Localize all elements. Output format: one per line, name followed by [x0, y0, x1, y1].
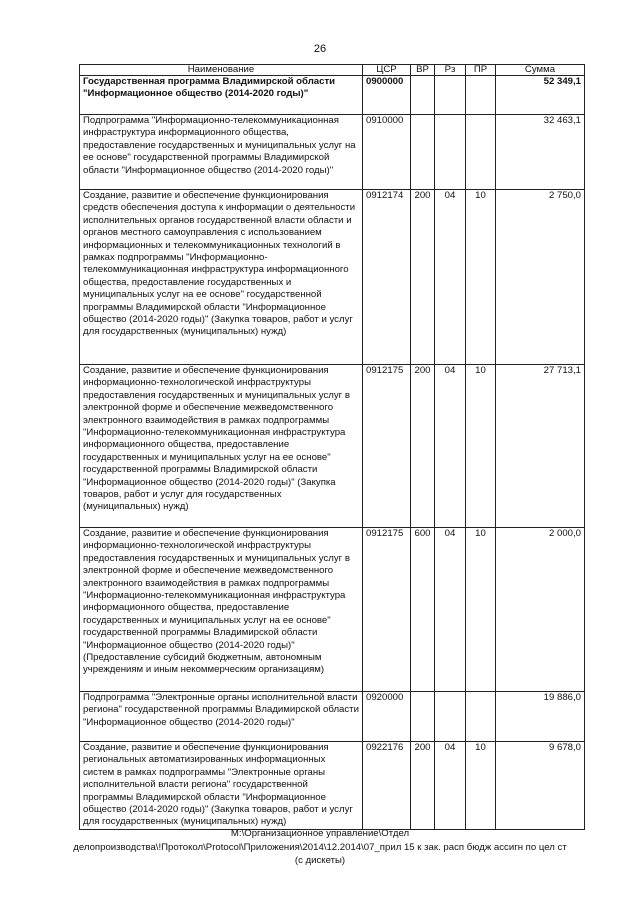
- row-vr: [411, 115, 435, 190]
- row-csr: 0912174: [363, 190, 411, 365]
- row-csr: 0900000: [363, 76, 411, 115]
- row-rz: [435, 692, 466, 742]
- table-row: [80, 528, 585, 692]
- footer-path-line-3: (с дискеты): [294, 855, 346, 866]
- row-pr: [466, 76, 496, 115]
- table-row: [80, 692, 585, 742]
- row-rz: 04: [435, 528, 466, 692]
- header-name: Наименование: [80, 65, 363, 76]
- header-vr: ВР: [411, 65, 435, 76]
- row-vr: [411, 76, 435, 115]
- row-vr: [411, 692, 435, 742]
- page-number: 26: [313, 43, 327, 55]
- budget-table: [79, 64, 585, 830]
- table-row: [80, 365, 585, 528]
- row-csr: 0920000: [363, 692, 411, 742]
- row-pr: 10: [466, 528, 496, 692]
- table-row: [80, 190, 585, 365]
- row-vr: 200: [411, 190, 435, 365]
- row-sum: 52 349,1: [496, 76, 585, 115]
- table-row: [80, 742, 585, 830]
- row-pr: [466, 692, 496, 742]
- row-csr: 0910000: [363, 115, 411, 190]
- table-header-row: [80, 65, 585, 76]
- row-rz: [435, 115, 466, 190]
- row-pr: [466, 115, 496, 190]
- row-rz: 04: [435, 190, 466, 365]
- footer-path-line-2: делопроизводства\!Протокол\Protocol\Приложения\2014\12.2014\07_прил 15 к зак. расп бюдж ассигн по цел ст: [73, 842, 567, 853]
- header-pr: ПР: [466, 65, 496, 76]
- row-sum: 9 678,0: [496, 742, 585, 830]
- row-rz: [435, 76, 466, 115]
- row-csr: 0922176: [363, 742, 411, 830]
- row-vr: 200: [411, 365, 435, 528]
- row-name: Создание, развитие и обеспечение функционирования средств обеспечения доступа к информации о деятельности исполнительных органов государственной власти области и органов местного самоуправления с использованием информационных и телекоммуникационных технологий в рамках подпрограммы "Информационно-телекоммуникационная инфраструктура информационного общества, предоставление государственных и муниципальных услуг на ее основе" государственной программы Владимирской области "Информационное общество (2014-2020 годы)" (Закупка товаров, работ и услуг для государственных (муниципальных) нужд): [80, 190, 363, 365]
- row-vr: 600: [411, 528, 435, 692]
- row-vr: 200: [411, 742, 435, 830]
- row-name: Создание, развитие и обеспечение функционирования информационно-технологической инфраструктуры предоставления государственных и муниципальных услуг в электронной форме и обеспечение межведомственного электронного взаимодействия в рамках подпрограммы "Информационно-телекоммуникационная инфраструктура информационного общества, предоставление государственных и муниципальных услуг на ее основе" государственной программы Владимирской области "Информационное общество (2014-2020 годы)" (Предоставление субсидий бюджетным, автономным учреждениям и иным некоммерческим организациям): [80, 528, 363, 692]
- header-csr: ЦСР: [363, 65, 411, 76]
- row-pr: 10: [466, 190, 496, 365]
- row-name: Создание, развитие и обеспечение функционирования региональных автоматизированных информационных систем в рамках подпрограммы "Электронные органы исполнительной власти региона" государственной программы Владимирской области "Информационное общество (2014-2020 годы)" (Закупка товаров, работ и услуг для государственных (муниципальных) нужд): [80, 742, 363, 830]
- row-rz: 04: [435, 742, 466, 830]
- row-sum: 2 750,0: [496, 190, 585, 365]
- row-name: Государственная программа Владимирской области "Информационное общество (2014-2020 годы)": [80, 76, 363, 115]
- footer-path-line-1: M:\Организационное управление\Отдел: [230, 828, 410, 839]
- row-sum: 32 463,1: [496, 115, 585, 190]
- row-sum: 2 000,0: [496, 528, 585, 692]
- row-csr: 0912175: [363, 528, 411, 692]
- row-name: Подпрограмма "Электронные органы исполнительной власти региона" государственной программы Владимирской области "Информационное общество (2014-2020 годы)": [80, 692, 363, 742]
- row-name: Подпрограмма "Информационно-телекоммуникационная инфраструктура информационного общества, предоставление государственных и муниципальных услуг на ее основе" государственной программы Владимирской области "Информационное общество (2014-2020 годы)": [80, 115, 363, 190]
- table-row: [80, 115, 585, 190]
- header-sum: Сумма: [496, 65, 585, 76]
- row-sum: 27 713,1: [496, 365, 585, 528]
- row-pr: 10: [466, 742, 496, 830]
- header-rz: Рз: [435, 65, 466, 76]
- row-pr: 10: [466, 365, 496, 528]
- row-sum: 19 886,0: [496, 692, 585, 742]
- row-rz: 04: [435, 365, 466, 528]
- table-row: [80, 76, 585, 115]
- row-name: Создание, развитие и обеспечение функционирования информационно-технологической инфраструктуры предоставления государственных и муниципальных услуг в электронной форме и обеспечение межведомственного электронного взаимодействия в рамках подпрограммы "Информационно-телекоммуникационная инфраструктура информационного общества, предоставление государственных и муниципальных услуг на ее основе" государственной программы Владимирской области "Информационное общество (2014-2020 годы)" (Закупка товаров, работ и услуг для государственных (муниципальных) нужд): [80, 365, 363, 528]
- row-csr: 0912175: [363, 365, 411, 528]
